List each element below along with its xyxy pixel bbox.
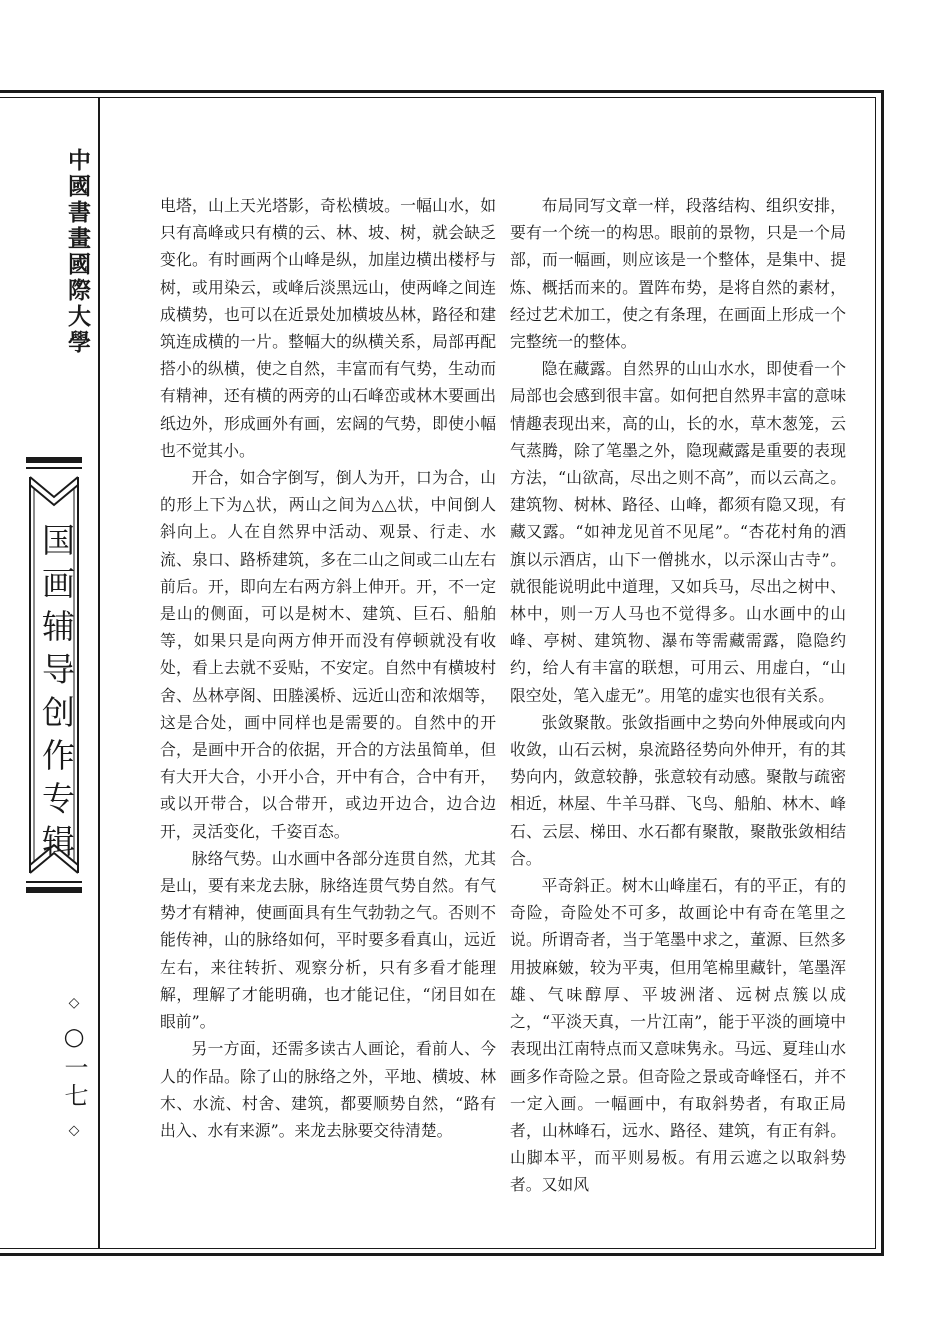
paragraph: 平奇斜正。树木山峰崖石，有的平正，有的奇险，奇险处不可多，故画论中有奇在笔里之说。所谓奇者，当于笔墨中求之，董源、巨然多用披麻皴，较为平夷，但用笔棉里藏针，笔墨浑雄、气味醇厚、平坡洲渚、远树点簇以成之，“平淡天真，一片江南”，能于平淡的画境中表现出江南特点而又意味隽永。马远、夏珪山水画多作奇险之景。但奇险之景或奇峰怪石，并不一定入画。一幅画中，有取斜势者，有取正局者，山林峰石，远水、路径、建筑，有正有斜。山脚本平，而平则易板。有用云遮之以取斜势者。又如风 [510,876,846,1195]
paragraph: 隐在藏露。自然界的山山水水，即使看一个局部也会感到很丰富。如何把自然界丰富的意味情趣表现出来，高的山，长的水，草木葱笼，云气蒸腾，除了笔墨之外，隐现藏露是重要的表现方法，“山欲高，尽出之则不高”，而以云高之。建筑物、树林、路径、山峰，都须有隐又现，有藏又露。“如神龙见首不见尾”。“杏花村角的酒旗以示酒店，山下一僧挑水，以示深山古寺”。就很能说明此中道理，又如兵马，尽出之树中、林中，则一万人马也不觉得多。山水画中的山峰、亭树、建筑物、瀑布等需藏需露，隐隐约约，给人有丰富的联想，可用云、用虚白，“山限空处，笔入虚无”。用笔的虚实也很有关系。 [510,359,846,705]
page-number-text: ○一七 [60,1022,88,1111]
paragraph: 开合，如合字倒写，倒人为开，口为合，山的形上下为△状，两山之间为△△状，中间倒人斜向上。人在自然界中活动、观景、行走、水流、泉口、路桥建筑，多在二山之间或二山左右前后。开，即向左右两方斜上伸开。开，不一定是山的侧面，可以是树木、建筑、巨石、船舶等，如果只是向两方伸开而没有停顿就没有收处，看上去就不妥贴，不安定。自然中有横坡村舍、丛林亭阁、田塍溪桥、远近山峦和浓烟等，这是合处，画中同样也是需要的。自然中的开合，是画中开合的依据，开合的方法虽简单，但有大开大合，小开小合，开中有合，合中有开，或以开带合，以合带开，或边开边合，边合边开，灵活变化，千姿百态。 [160,468,496,841]
paragraph: 另一方面，还需多读古人画论，看前人、今人的作品。除了山的脉络之外，平地、横坡、林木、水流、村舍、建筑，都要顺势自然，“路有出入、水有来源”。来龙去脉要交待清楚。 [160,1039,496,1140]
university-title: 中國書畫國際大學 [64,148,91,356]
left-margin-rule [98,98,100,1248]
paragraph: 布局同写文章一样，段落结构、组织安排，要有一个统一的构思。眼前的景物，只是一个局部，而一幅画，则应该是一个整体，是集中、提炼、概括而来的。置阵布势，是将自然的素材，经过艺术加工，使之有条理，在画面上形成一个完整统一的整体。 [510,196,846,352]
diamond-icon-bottom: ◇ [66,1122,82,1139]
banner-title: 国画辅导创作专辑 [37,523,76,867]
text-column-right [510,192,846,1199]
page-number [60,995,92,1139]
paragraph: 脉络气势。山水画中各部分连贯自然，尤其是山，要有来龙去脉，脉络连贯气势自然。有气势才有精神，使画面具有生气勃勃之气。否则不能传神，山的脉络如何，平时要多看真山，远近左右，来往转折、观察分析，只有多看才能理解，理解了才能明确，也才能记住，“闭目如在眼前”。 [160,848,496,1032]
paragraph: 电塔，山上天光塔影，奇松横坡。一幅山水，如只有高峰或只有横的云、林、坡、树，就会缺乏变化。有时画两个山峰是纵，加崖边横出楼杼与树，或用染云，或峰后淡黑远山，使两峰之间连成横势，也可以在近景处加横坡丛林，路径和建筑连成横的一片。整幅大的纵横关系，局部再配搭小的纵横，使之自然，丰富而有气势，生动而有精神，还有横的两旁的山石峰峦或林木要画出纸边外，形成画外有画，宏阔的气势，即使小幅也不觉其小。 [160,196,496,460]
paragraph: 张敛聚散。张敛指画中之势向外伸展或向内收敛，山石云树，泉流路径势向外伸开，有的其势向内，敛意较静，张意较有动感。聚散与疏密相近，林屋、牛羊马群、飞鸟、船舶、林木、峰石、云层、梯田、水石都有聚散，聚散张敛相结合。 [510,712,846,868]
diamond-icon-top: ◇ [66,995,82,1011]
album-banner [22,455,94,895]
text-column-left [160,192,496,1144]
